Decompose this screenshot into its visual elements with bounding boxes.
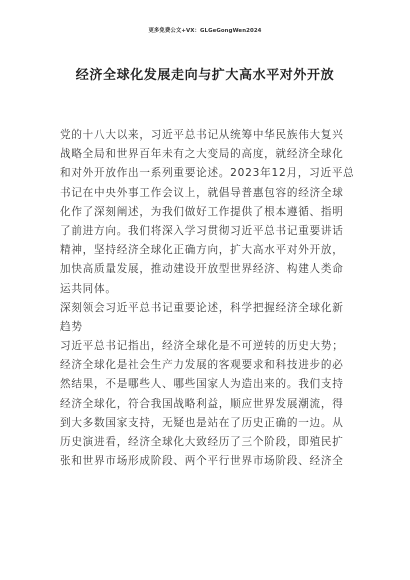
- body-line: 张和世界市场形成阶段、两个平行世界市场阶段、经济全: [60, 455, 344, 468]
- section-heading-line: 趋势: [60, 320, 83, 333]
- body-line: 书记在中央外事工作会议上，就倡导普惠包容的经济全球: [60, 186, 344, 199]
- body-line: 经济全球化，符合我国战略利益，顺应世界发展潮流，得: [60, 397, 344, 410]
- body-line: 党的十八大以来，习近平总书记从统筹中华民族伟大复兴: [60, 129, 344, 141]
- document-body: [60, 126, 360, 471]
- body-line: 化作了深刻阐述，为我们做好工作提供了根本遵循、指明: [60, 205, 344, 218]
- body-line: 历史演进看，经济全球化大致经历了三个阶段，即殖民扩: [60, 436, 344, 448]
- header-note: 更多免费公文+VX：GLGeGongWen2024: [148, 28, 262, 34]
- body-line: 经济全球化是社会生产力发展的客观要求和科技进步的必: [60, 359, 344, 372]
- body-line: 到大多数国家支持，无疑也是站在了历史正确的一边。从: [60, 416, 344, 429]
- body-line: 战略全局和世界百年未有之大变局的高度，就经济全球化: [60, 148, 344, 161]
- body-line: 和对外开放作出一系列重要论述。2023年12月，习近平总: [60, 167, 355, 180]
- section-heading-line: 深刻领会习近平总书记重要论述，科学把握经济全球化新: [60, 301, 344, 314]
- body-line: 然结果，不是哪些人、哪些国家人为造出来的。我们支持: [60, 378, 344, 391]
- body-line: 了前进方向。我们将深入学习贯彻习近平总书记重要讲话: [60, 224, 344, 237]
- body-line: 精神，坚持经济全球化正确方向，扩大高水平对外开放，: [60, 244, 344, 257]
- document-title: 经济全球化发展走向与扩大高水平对外开放: [75, 68, 335, 83]
- body-line: 习近平总书记指出，经济全球化是不可逆转的历史大势；: [60, 340, 344, 353]
- body-line: 加快高质量发展，推动建设开放型世界经济、构建人类命: [60, 263, 344, 276]
- body-line: 运共同体。: [60, 282, 117, 295]
